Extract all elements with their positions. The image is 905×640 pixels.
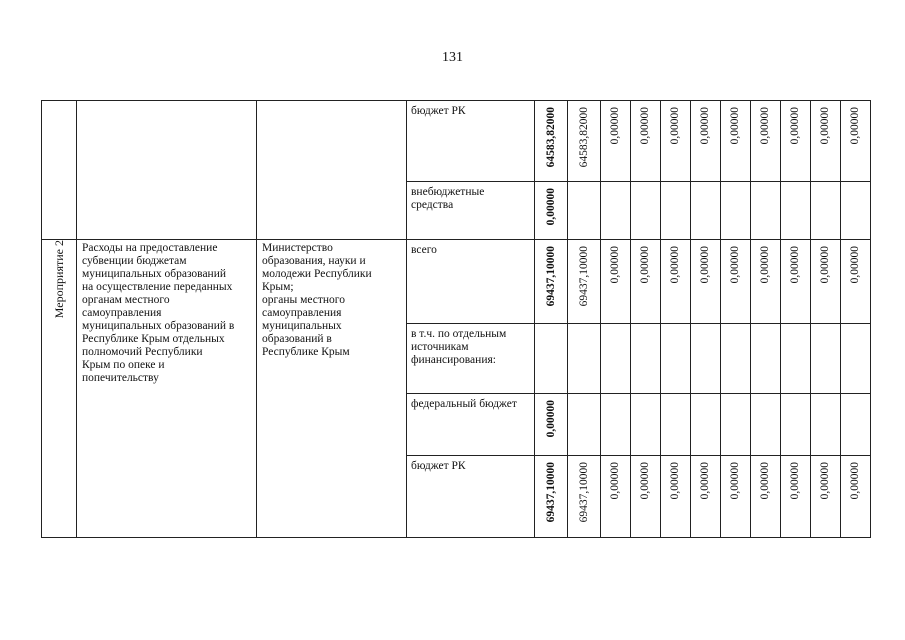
value-cell: 0,00000 bbox=[691, 101, 721, 182]
financing-table bbox=[41, 100, 871, 538]
value-cell: 0,00000 bbox=[721, 456, 751, 538]
value-cell: 0,00000 bbox=[661, 456, 691, 538]
table-row bbox=[42, 240, 871, 324]
value-cell bbox=[841, 182, 871, 240]
value-cell: 0,00000 bbox=[661, 101, 691, 182]
value-cell bbox=[601, 394, 631, 456]
value-cell: 69437,10000 bbox=[568, 240, 601, 324]
continued-executor-cell bbox=[257, 101, 407, 240]
source-cell: бюджет РК bbox=[407, 456, 535, 538]
table-row bbox=[42, 101, 871, 182]
value-cell: 0,00000 bbox=[691, 456, 721, 538]
value-cell: 0,00000 bbox=[811, 101, 841, 182]
value-cell bbox=[811, 394, 841, 456]
value-cell bbox=[568, 394, 601, 456]
total-cell: 69437,10000 bbox=[535, 456, 568, 538]
value-cell: 0,00000 bbox=[601, 456, 631, 538]
value-cell: 0,00000 bbox=[691, 240, 721, 324]
value-cell: 0,00000 bbox=[811, 240, 841, 324]
value-cell bbox=[631, 182, 661, 240]
value-cell bbox=[691, 394, 721, 456]
value-cell bbox=[661, 324, 691, 394]
value-cell bbox=[721, 182, 751, 240]
value-cell bbox=[661, 394, 691, 456]
value-cell bbox=[661, 182, 691, 240]
total-cell bbox=[535, 324, 568, 394]
value-cell: 0,00000 bbox=[841, 456, 871, 538]
source-cell: внебюджетные средства bbox=[407, 182, 535, 240]
value-cell: 0,00000 bbox=[841, 240, 871, 324]
value-cell: 0,00000 bbox=[781, 101, 811, 182]
value-cell bbox=[568, 324, 601, 394]
value-cell bbox=[781, 182, 811, 240]
value-cell: 64583,82000 bbox=[568, 101, 601, 182]
value-cell bbox=[841, 394, 871, 456]
source-cell: в т.ч. по отдельным источникам финансирования: bbox=[407, 324, 535, 394]
total-cell: 0,00000 bbox=[535, 394, 568, 456]
value-cell bbox=[721, 394, 751, 456]
value-cell bbox=[691, 182, 721, 240]
measure-description-cell bbox=[77, 240, 257, 538]
value-cell: 0,00000 bbox=[781, 240, 811, 324]
value-cell bbox=[751, 182, 781, 240]
value-cell bbox=[781, 394, 811, 456]
measure-label-cell bbox=[42, 240, 77, 538]
source-cell: бюджет РК bbox=[407, 101, 535, 182]
value-cell bbox=[751, 394, 781, 456]
value-cell bbox=[601, 182, 631, 240]
total-cell: 0,00000 bbox=[535, 182, 568, 240]
value-cell: 0,00000 bbox=[631, 240, 661, 324]
measure-executor-cell bbox=[257, 240, 407, 538]
value-cell: 0,00000 bbox=[721, 101, 751, 182]
value-cell: 0,00000 bbox=[751, 101, 781, 182]
value-cell: 0,00000 bbox=[781, 456, 811, 538]
value-cell: 0,00000 bbox=[841, 101, 871, 182]
value-cell: 0,00000 bbox=[601, 101, 631, 182]
total-cell: 64583,82000 bbox=[535, 101, 568, 182]
measure-description: Расходы на предоставление субвенции бюджетам муниципальных образований на осуществление переданных органам местного самоуправления муниципальных образований в Республике Крым отдельных полномочий Республики Крым по опеке и попечительству bbox=[82, 242, 235, 384]
value-cell bbox=[631, 394, 661, 456]
value-cell bbox=[751, 324, 781, 394]
value-cell bbox=[841, 324, 871, 394]
value-cell: 0,00000 bbox=[811, 456, 841, 538]
value-cell: 0,00000 bbox=[601, 240, 631, 324]
value-cell bbox=[631, 324, 661, 394]
value-cell: 69437,10000 bbox=[568, 456, 601, 538]
value-cell bbox=[691, 324, 721, 394]
continued-description-cell bbox=[77, 101, 257, 240]
value-cell bbox=[568, 182, 601, 240]
value-cell: 0,00000 bbox=[751, 240, 781, 324]
source-cell: всего bbox=[407, 240, 535, 324]
value-cell: 0,00000 bbox=[631, 101, 661, 182]
value-cell bbox=[811, 182, 841, 240]
value-cell: 0,00000 bbox=[631, 456, 661, 538]
page-number: 131 bbox=[442, 50, 463, 65]
continued-label-cell bbox=[42, 101, 77, 240]
measure-label: Мероприятие 2 bbox=[51, 240, 66, 319]
value-cell bbox=[721, 324, 751, 394]
value-cell bbox=[781, 324, 811, 394]
value-cell: 0,00000 bbox=[751, 456, 781, 538]
value-cell bbox=[601, 324, 631, 394]
value-cell bbox=[811, 324, 841, 394]
value-cell: 0,00000 bbox=[721, 240, 751, 324]
source-cell: федеральный бюджет bbox=[407, 394, 535, 456]
measure-executor: Министерство образования, науки и молодежи Республики Крым; органы местного самоуправления муниципальных образований в Республике Крым bbox=[262, 242, 372, 358]
value-cell: 0,00000 bbox=[661, 240, 691, 324]
total-cell: 69437,10000 bbox=[535, 240, 568, 324]
